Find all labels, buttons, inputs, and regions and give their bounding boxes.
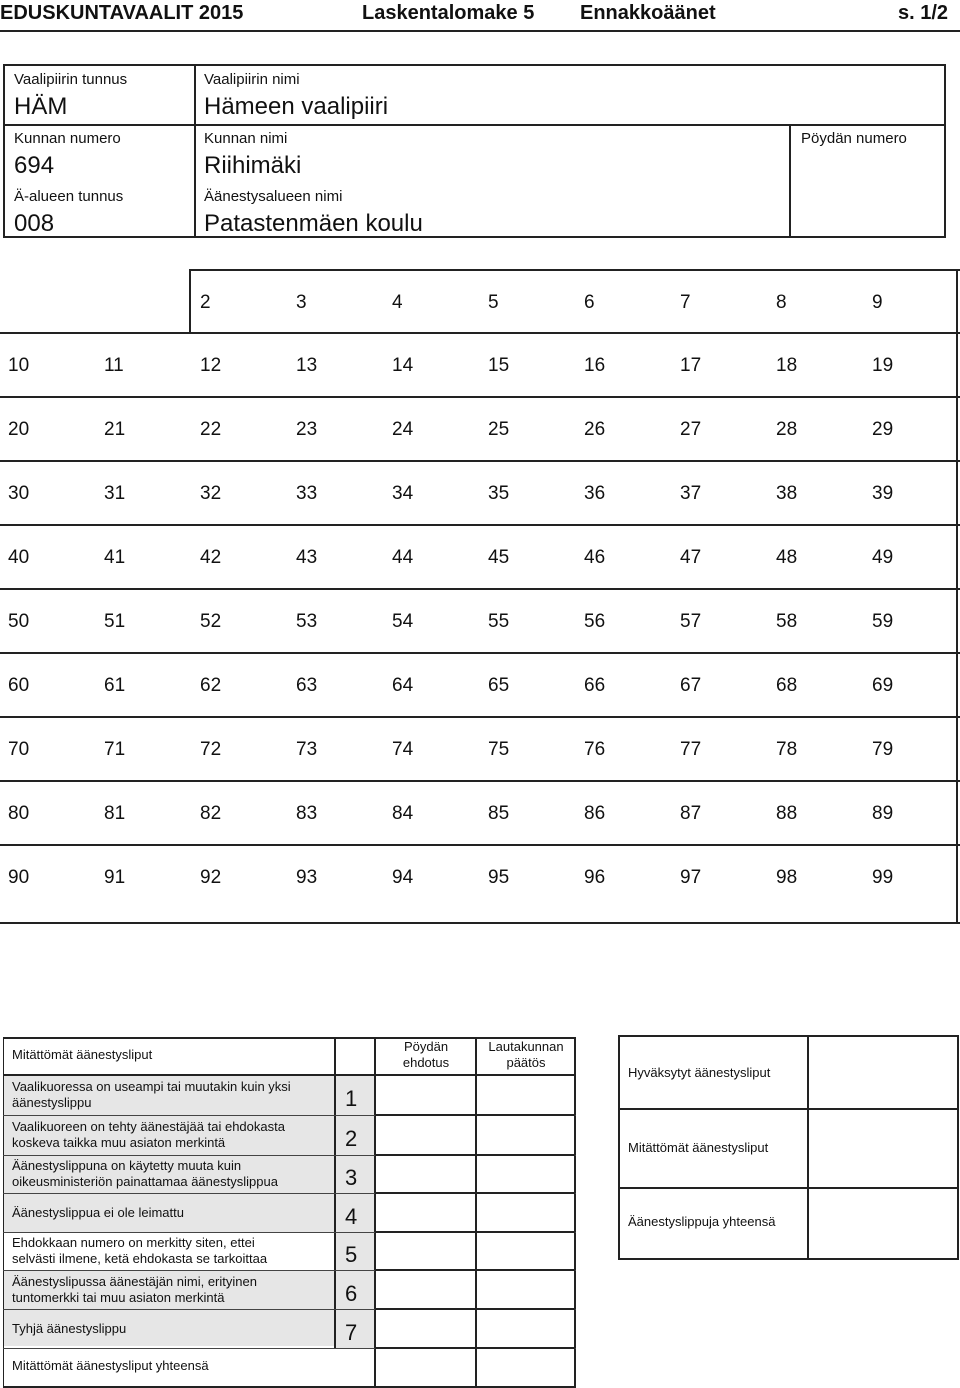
invalid-reason-number: 7 [345,1319,358,1345]
candidate-number-cell: 40 [8,547,30,568]
invalid-reason-text: Äänestyslippua ei ole leimattu [12,1204,184,1220]
candidate-number-cell: 14 [392,355,414,376]
candidate-number-cell: 36 [584,483,606,504]
candidate-number-cell: 71 [104,739,126,760]
candidate-number-cell: 96 [584,867,606,888]
ballot-summary-table [618,1035,959,1260]
candidate-number-grid [0,269,960,922]
candidate-number-cell: 65 [488,675,510,696]
candidate-number-cell: 15 [488,355,510,376]
candidate-number-cell: 33 [296,483,318,504]
candidate-number-cell: 75 [488,739,510,760]
area-name-label: Äänestysalueen nimi [204,188,343,205]
candidate-number-cell: 98 [776,867,798,888]
candidate-number-cell: 19 [872,355,894,376]
candidate-number-cell: 47 [680,547,702,568]
candidate-number-cell: 97 [680,867,702,888]
candidate-number-cell: 6 [584,292,595,313]
candidate-number-cell: 90 [8,867,30,888]
candidate-number-cell: 38 [776,483,798,504]
invalid-ballots-table [3,1037,576,1387]
invalid-reason-number: 6 [345,1280,358,1306]
candidate-number-cell: 88 [776,803,798,824]
candidate-number-cell: 58 [776,611,798,632]
candidate-number-cell: 23 [296,419,318,440]
invalid-reason-number: 5 [345,1242,358,1267]
invalid-reason-text: Äänestyslipussa äänestäjän nimi, erityinen tuntomerkki tai muu asiaton merkintä [12,1273,257,1305]
municipality-name-label: Kunnan nimi [204,130,288,147]
district-code: HÄM [14,93,68,120]
candidate-number-cell: 87 [680,803,702,824]
candidate-number-cell: 22 [200,419,222,440]
candidate-number-cell: 32 [200,483,222,504]
candidate-number-cell: 66 [584,675,606,696]
candidate-number-cell: 50 [8,611,30,632]
polling-area-info [3,64,946,238]
candidate-number-cell: 81 [104,803,126,824]
candidate-number-cell: 92 [200,867,222,888]
invalid-ballots-label: Mitättömät äänestysliput [628,1140,769,1155]
district-name: Hämeen vaalipiiri [204,93,389,120]
form-header [0,0,960,32]
candidate-number-cell: 63 [296,675,318,696]
candidate-number-cell: 30 [8,483,30,504]
candidate-number-cell: 9 [872,292,883,313]
candidate-number-cell: 20 [8,419,30,440]
candidate-number-cell: 46 [584,547,606,568]
district-code-label: Vaalipiirin tunnus [14,71,128,88]
ballot-type: Ennakkoäänet [580,2,716,24]
candidate-number-cell: 84 [392,803,414,824]
candidate-number-cell: 25 [488,419,510,440]
municipality-name: Riihimäki [204,152,302,179]
candidate-number-cell: 13 [296,355,318,376]
candidate-number-cell: 80 [8,803,30,824]
candidate-number-cell: 39 [872,483,894,504]
candidate-number-cell: 41 [104,547,126,568]
candidate-number-cell: 62 [200,675,222,696]
candidate-number-cell: 57 [680,611,702,632]
candidate-number-cell: 43 [296,547,318,568]
candidate-number-cell: 55 [488,611,510,632]
candidate-number-cell: 79 [872,739,894,760]
invalid-reason-text: Vaalikuoreen on tehty äänestäjää tai ehdokasta koskeva taikka muu asiaton merkintä [12,1119,285,1150]
district-name-label: Vaalipiirin nimi [204,71,300,88]
candidate-number-cell: 72 [200,739,222,760]
candidate-number-cell: 44 [392,547,414,568]
candidate-number-cell: 83 [296,803,318,824]
invalid-total-label: Mitättömät äänestysliput yhteensä [12,1358,209,1373]
candidate-number-cell: 21 [104,419,126,440]
invalid-reason-text: Äänestyslippuna on käytetty muuta kuin oikeusministeriön painattamaa äänestyslippua [12,1158,278,1189]
candidate-number-cell: 94 [392,867,414,888]
candidate-number-cell: 31 [104,483,126,504]
candidate-number-cell: 51 [104,611,126,632]
candidate-number-cell: 12 [200,355,222,376]
election-title: EDUSKUNTAVAALIT 2015 [0,2,244,24]
candidate-number-cell: 4 [392,292,403,313]
candidate-number-cell: 85 [488,803,510,824]
candidate-number-cell: 70 [8,739,30,760]
col-board-decision: Lautakunnan päätös [488,1039,564,1070]
candidate-number-cell: 8 [776,292,787,313]
candidate-number-cell: 24 [392,419,414,440]
candidate-number-cell: 17 [680,355,702,376]
col-table-proposal: Pöydän ehdotus [402,1039,450,1070]
candidate-number-cell: 7 [680,292,691,313]
candidate-number-cell: 29 [872,419,894,440]
candidate-number-cell: 45 [488,547,510,568]
accepted-ballots-label: Hyväksytyt äänestysliput [628,1065,771,1080]
page-number: s. 1/2 [898,2,949,24]
candidate-number-cell: 10 [8,355,30,376]
candidate-number-cell: 60 [8,675,30,696]
invalid-reason-number: 4 [345,1203,358,1229]
candidate-number-cell: 91 [104,867,126,888]
candidate-number-cell: 76 [584,739,606,760]
candidate-number-cell: 95 [488,867,510,888]
candidate-number-cell: 77 [680,739,702,760]
invalid-reason-number: 3 [345,1165,358,1190]
candidate-number-cell: 16 [584,355,606,376]
municipality-number: 694 [14,152,55,179]
candidate-number-cell: 67 [680,675,702,696]
candidate-number-cell: 37 [680,483,702,504]
area-code-label: Ä-alueen tunnus [14,188,124,205]
invalid-reason-text: Ehdokkaan numero on merkitty siten, ettei selvästi ilmene, ketä ehdokasta se tarkoittaa [12,1235,268,1266]
candidate-number-cell: 78 [776,739,798,760]
candidate-number-cell: 26 [584,419,606,440]
form-name: Laskentalomake 5 [362,2,535,24]
candidate-number-cell: 49 [872,547,894,568]
candidate-number-cell: 3 [296,292,307,313]
candidate-number-cell: 54 [392,611,414,632]
invalid-reason-number: 2 [345,1126,358,1151]
candidate-number-cell: 35 [488,483,510,504]
candidate-number-cell: 89 [872,803,894,824]
candidate-number-cell: 48 [776,547,798,568]
candidate-number-cell: 27 [680,419,702,440]
candidate-number-cell: 86 [584,803,606,824]
candidate-number-cell: 34 [392,483,414,504]
candidate-number-cell: 5 [488,292,499,313]
candidate-number-cell: 61 [104,675,126,696]
candidate-number-cell: 2 [200,292,211,313]
candidate-number-cell: 52 [200,611,222,632]
candidate-number-cell: 68 [776,675,798,696]
table-number-label: Pöydän numero [801,130,907,147]
candidate-number-cell: 74 [392,739,414,760]
candidate-number-cell: 99 [872,867,894,888]
candidate-number-cell: 64 [392,675,414,696]
area-name: Patastenmäen koulu [204,210,423,237]
invalid-reason-text: Tyhjä äänestyslippu [12,1320,127,1336]
candidate-number-cell: 56 [584,611,606,632]
candidate-number-cell: 82 [200,803,222,824]
candidate-number-cell: 28 [776,419,798,440]
candidate-number-cell: 93 [296,867,318,888]
candidate-number-cell: 53 [296,611,318,632]
candidate-number-cell: 59 [872,611,894,632]
candidate-number-cell: 42 [200,547,222,568]
candidate-number-cell: 69 [872,675,894,696]
invalid-reason-number: 1 [345,1086,358,1111]
invalid-ballots-title: Mitättömät äänestysliput [12,1047,153,1062]
area-code: 008 [14,210,55,237]
total-ballots-label: Äänestyslippuja yhteensä [628,1214,776,1229]
invalid-reason-text: Vaalikuoressa on useampi tai muutakin kuin yksi äänestyslippu [12,1079,291,1110]
municipality-number-label: Kunnan numero [14,130,121,147]
candidate-number-cell: 18 [776,355,798,376]
candidate-number-cell: 11 [104,355,124,376]
candidate-number-cell: 73 [296,739,318,760]
